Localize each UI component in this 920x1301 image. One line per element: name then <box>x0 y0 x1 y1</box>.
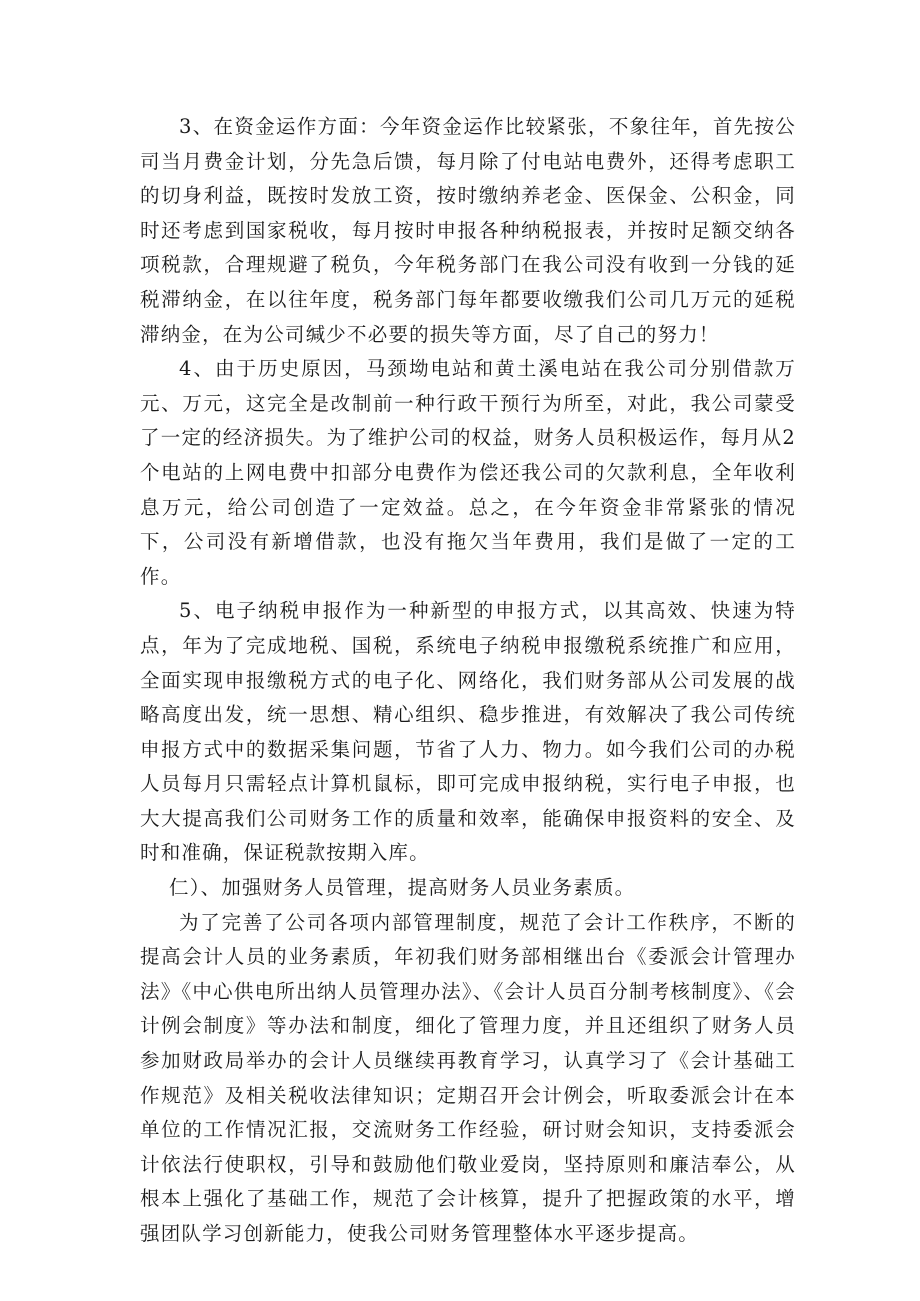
paragraph-power-station-loans: 4、由于历史原因，马颈坳电站和黄土溪电站在我公司分别借款万元、万元，这完全是改制前一种行政干预行为所至，对此，我公司蒙受了一定的经济损失。为了维护公司的权益，财务人员积极运作，每月从2个电站的上网电费中扣部分电费作为偿还我公司的欠款利息，全年收利息万元，给公司创造了一定效益。总之，在今年资金非常紧张的情况下，公司没有新增借款，也没有拖欠当年费用，我们是做了一定的工作。 <box>140 357 796 588</box>
section-heading: 仁）、加强财务人员管理，提高财务人员业务素质。 <box>169 876 636 900</box>
paragraph-funds-operation: 3、在资金运作方面：今年资金运作比较紧张，不象往年，首先按公司当月费金计划，分先急后馈，每月除了付电站电费外，还得考虑职工的切身利益，既按时发放工资，按时缴纳养老金、医保金、公积金，同时还考虑到国家税收，每月按时申报各种纳税报表，并按时足额交纳各项税款，合理规避了税负，今年税务部门在我公司没有收到一分钱的延税滞纳金，在以往年度，税务部门每年都要收缴我们公司几万元的延税滞纳金，在为公司缄少不必要的损失等方面，尽了自己的努力！ <box>140 115 796 346</box>
paragraph-electronic-tax-filing: 5、电子纳税申报作为一种新型的申报方式，以其高效、快速为特点，年为了完成地税、国税，系统电子纳税申报缴税系统推广和应用，全面实现申报缴税方式的电子化、网络化，我们财务部从公司发展的战略高度出发，统一思想、精心组织、稳步推进，有效解决了我公司传统申报方式中的数据采集问题，节省了人力、物力。如今我们公司的办税人员每月只需轻点计算机鼠标，即可完成申报纳税，实行电子申报，也大大提高我们公司财务工作的质量和效率，能确保申报资料的安全、及时和准确，保证税款按期入库。 <box>140 599 796 865</box>
document-body <box>140 110 796 1252</box>
paragraph-staff-management: 为了完善了公司各项内部管理制度，规范了会计工作秩序，不断的提高会计人员的业务素质，年初我们财务部相继出台《委派会计管理办法》《中心供电所出纳人员管理办法》、《会计人员百分制考核制度》、《会计例会制度》等办法和制度，细化了管理力度，并且还组织了财务人员参加财政局举办的会计人员继续再教育学习，认真学习了《会计基础工作规范》及相关税收法律知识；定期召开会计例会，听取委派会计在本单位的工作情况汇报，交流财务工作经验，研讨财会知识，支持委派会计依法行使职权，引导和鼓励他们敬业爱岗，坚持原则和廉洁奉公，从根本上强化了基础工作，规范了会计核算，提升了把握政策的水平，增强团队学习创新能力，使我公司财务管理整体水平逐步提高。 <box>140 910 796 1245</box>
